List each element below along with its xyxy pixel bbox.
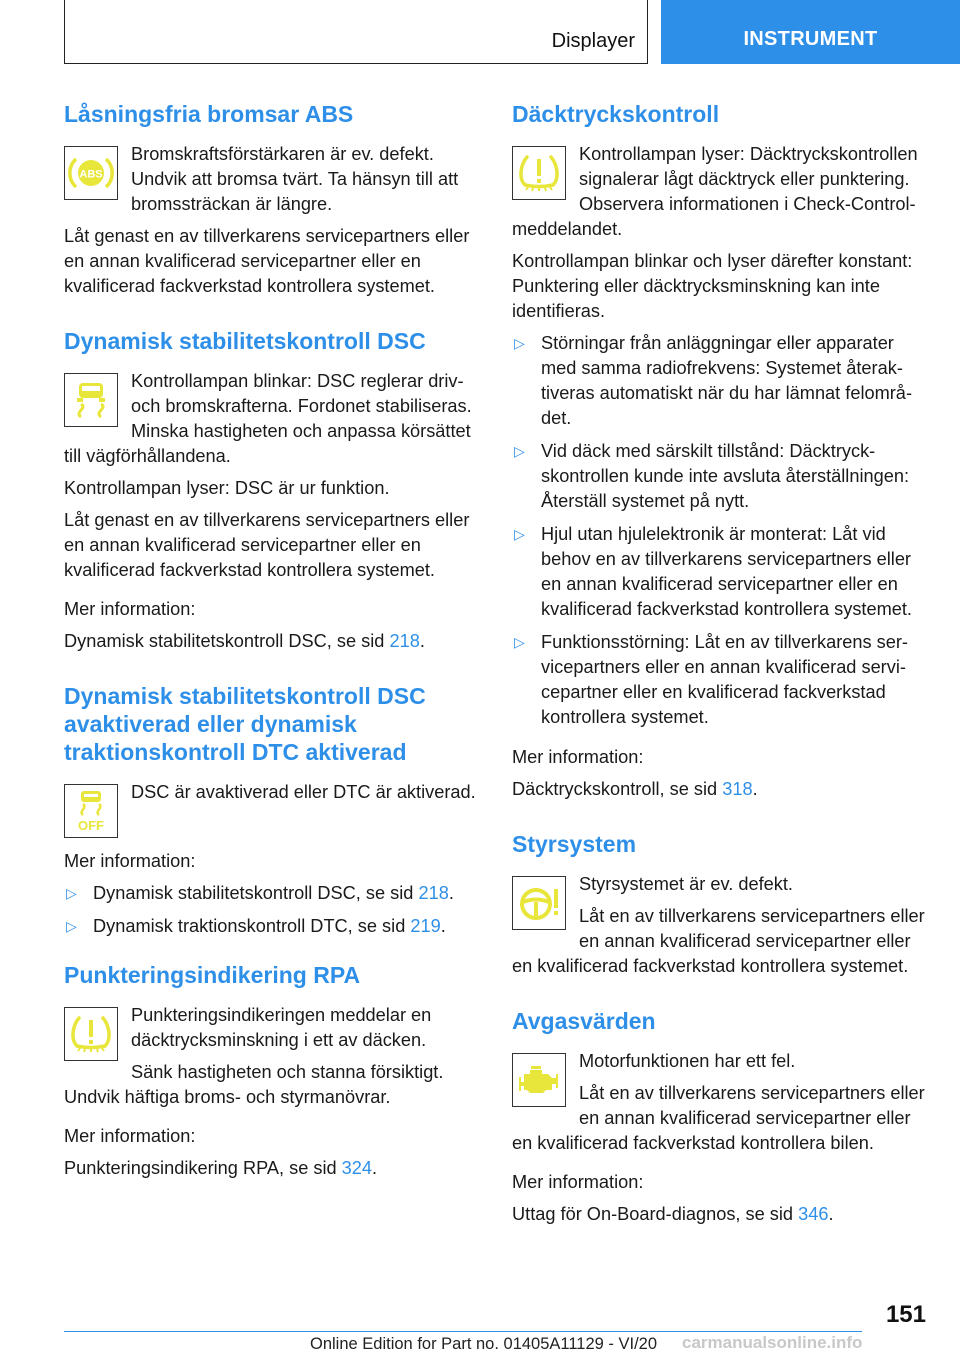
emissions-paragraph-2: Låt en av tillverkarens servicepartners eller en annan kvalificerad servicepartner eller en kvalificerad fackverkstad kontrollera bilen.	[512, 1083, 925, 1153]
list-item: ▷ Funktionsstörning: Låt en av tillverkarens servicepartners eller en annan kvalificerad servicepartner eller en kvalificerad fackverkstad kontrollera systemet.	[514, 632, 908, 727]
section-abs	[64, 100, 480, 299]
heading-rpa: Punkteringsindikering RPA	[64, 962, 361, 988]
rpa-more-info: Mer information:	[64, 1126, 196, 1146]
triangle-bullet-icon: ▷	[514, 335, 525, 351]
dsc-off-paragraph-1: DSC är avaktiverad eller DTC är aktiverad.	[131, 782, 476, 802]
steering-warning-icon	[512, 876, 566, 930]
emissions-paragraph-1: Motorfunktionen har ett fel.	[579, 1051, 796, 1071]
dsc-off-page-link-2[interactable]: 219	[410, 916, 441, 936]
dsc-off-reference-list	[64, 881, 480, 939]
tpm-reference: Däcktryckskontroll, se sid 318.	[512, 779, 758, 799]
footer-divider	[64, 1331, 862, 1332]
tpm-page-link[interactable]: 318	[722, 779, 753, 799]
section-emissions	[512, 1007, 928, 1227]
section-tpm	[512, 100, 928, 802]
dsc-paragraph-3: Låt genast en av tillverkarens servicepartners eller en annan kvalificerad servicepartner eller en kvalificerad fackverkstad kontrollera systemet.	[64, 510, 470, 580]
tpm-more-info: Mer information:	[512, 747, 644, 767]
abs-paragraph-2: Låt genast en av tillverkarens servicepartners eller en annan kvalificerad servicepartner eller en kvalificerad fackverkstad kontrollera systemet.	[64, 226, 470, 296]
triangle-bullet-icon: ▷	[66, 918, 77, 934]
section-rpa	[64, 961, 480, 1181]
triangle-bullet-icon: ▷	[514, 526, 525, 542]
tire-pressure-warning-icon	[64, 1007, 118, 1061]
tire-pressure-monitor-icon	[512, 146, 566, 200]
steering-paragraph-1: Styrsystemet är ev. defekt.	[579, 874, 793, 894]
edition-footer: Online Edition for Part no. 01405A11129 - VI/20	[310, 1335, 658, 1353]
triangle-bullet-icon: ▷	[514, 443, 525, 459]
dsc-off-icon	[64, 784, 118, 838]
tpm-paragraph-1: Kontrollampan lyser: Däcktryckskontrollen signalerar lågt däcktryck eller punktering. Observera informationen i Check-Control-meddelandet.	[512, 144, 918, 239]
emissions-reference: Uttag för On-Board-diagnos, se sid 346.	[512, 1204, 834, 1224]
watermark: carmanualsonline.info	[682, 1333, 863, 1352]
list-item: ▷ Hjul utan hjulelektronik är monterat: Låt vid behov en av tillverkarens servicepartners eller en annan kvalificerad servicepartner eller en kvalificerad fackverkstad kontrollera systemet.	[514, 524, 912, 619]
right-column	[512, 100, 928, 1227]
engine-check-icon	[512, 1053, 566, 1107]
emissions-more-info: Mer information:	[512, 1172, 644, 1192]
dsc-page-link[interactable]: 218	[389, 631, 420, 651]
section-steering	[512, 830, 928, 979]
abs-warning-icon	[64, 146, 118, 200]
triangle-bullet-icon: ▷	[66, 885, 77, 901]
dsc-reference: Dynamisk stabilitetskontroll DSC, se sid 218.	[64, 631, 425, 651]
dsc-skid-icon	[64, 373, 118, 427]
triangle-bullet-icon: ▷	[514, 634, 525, 650]
page-number: 151	[885, 1301, 926, 1328]
dsc-paragraph-2: Kontrollampan lyser: DSC är ur funktion.	[64, 478, 390, 498]
list-item: ▷ Störningar från anläggningar eller apparater med samma radiofrekvens: Systemet återaktiveras automatiskt när du har lämnat felområdet.	[514, 333, 912, 428]
list-item: ▷ Dynamisk traktionskontroll DTC, se sid 219.	[64, 914, 480, 939]
tpm-cause-list	[512, 331, 928, 730]
dsc-off-page-link-1[interactable]: 218	[418, 883, 449, 903]
heading-abs: Låsningsfria bromsar ABS	[64, 101, 354, 127]
left-column	[64, 100, 480, 1181]
heading-emissions: Avgasvärden	[512, 1008, 656, 1034]
heading-dsc-off: Dynamisk stabilitetskontroll DSC avaktiverad eller dynamisk traktionskontroll DTC aktiverad	[64, 683, 426, 765]
heading-tpm: Däcktryckskontroll	[512, 101, 720, 127]
list-item: ▷ Dynamisk stabilitetskontroll DSC, se sid 218.	[64, 881, 480, 906]
section-dsc	[64, 327, 480, 654]
abs-icon-label: ABS	[79, 168, 103, 181]
dsc-paragraph-1: Kontrollampan blinkar: DSC reglerar driv- och bromskrafterna. Fordonet stabiliseras. Minska hastigheten och anpassa körsättet till vägförhållandena.	[64, 371, 472, 466]
rpa-paragraph-1: Punkteringsindikeringen meddelar en däcktrycksminskning i ett av däcken.	[131, 1005, 432, 1050]
dsc-more-info: Mer information:	[64, 599, 196, 619]
steering-paragraph-2: Låt en av tillverkarens servicepartners eller en annan kvalificerad servicepartner eller en kvalificerad fackverkstad kontrollera systemet.	[512, 906, 925, 976]
dsc-off-more-info: Mer information:	[64, 851, 196, 871]
chapter-tab[interactable]: INSTRUMENT	[661, 0, 960, 64]
abs-paragraph-1: Bromskraftsförstärkaren är ev. defekt. Undvik att bromsa tvärt. Ta hänsyn till att bromssträckan är längre.	[131, 144, 459, 214]
list-item: ▷ Vid däck med särskilt tillstånd: Däcktryckskontrollen kunde inte avsluta återställningen: Återställ systemet på nytt.	[514, 441, 910, 511]
dsc-off-icon-label: OFF	[78, 818, 104, 833]
section-dsc-off	[64, 682, 480, 939]
rpa-page-link[interactable]: 324	[341, 1158, 373, 1178]
section-title: Displayer	[551, 30, 635, 52]
rpa-paragraph-2: Sänk hastigheten och stanna försiktigt. Undvik häftiga broms- och styrmanövrar.	[64, 1062, 444, 1107]
rpa-reference: Punkteringsindikering RPA, se sid 324.	[64, 1158, 378, 1178]
heading-dsc: Dynamisk stabilitetskontroll DSC	[64, 328, 426, 354]
tpm-paragraph-2: Kontrollampan blinkar och lyser därefter konstant: Punktering eller däcktrycksminskning kan inte identifieras.	[512, 251, 913, 321]
heading-steering: Styrsystem	[512, 831, 637, 857]
emissions-page-link[interactable]: 346	[798, 1204, 829, 1224]
